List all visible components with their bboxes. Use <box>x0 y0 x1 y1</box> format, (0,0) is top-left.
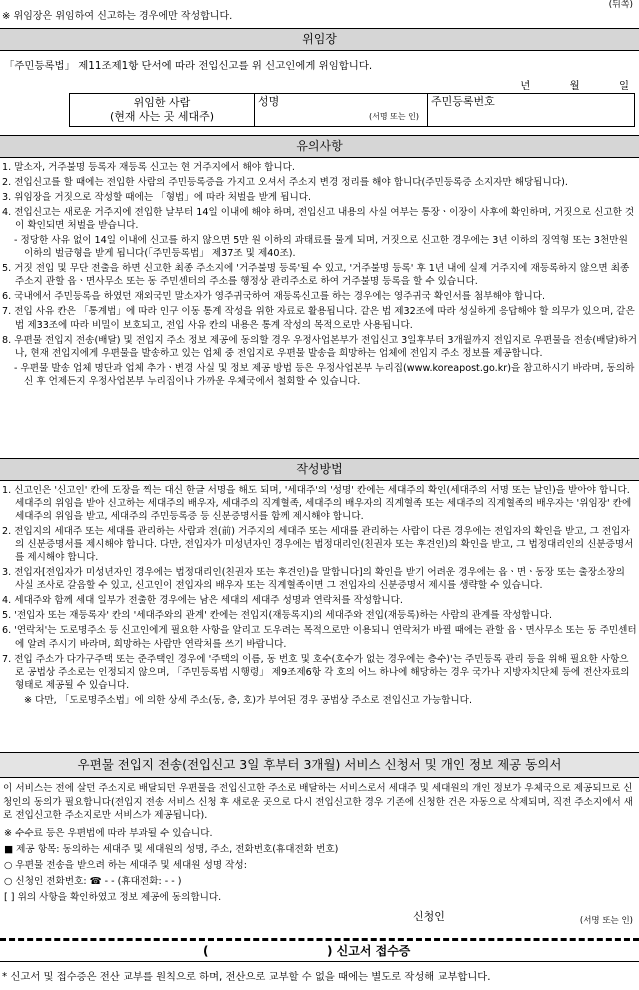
note-item: 4. 전입신고는 새로운 거주지에 전입한 날부터 14일 이내에 해야 하며, 전입신고 내용의 사실 여부는 통장ㆍ이장이 사후에 확인하며, 거짓으로 신고한 것이 확인되면 처벌을 받습니다. <box>2 207 635 232</box>
receipt-section <box>0 938 639 984</box>
delegation-table <box>69 93 635 127</box>
howto-item: 1. 신고인은 '신고인' 칸에 도장을 찍는 대신 한글 서명을 해도 되며, '세대주'의 '성명' 칸에는 세대주의 확인(세대주의 서명 또는 날인)을 받아야 합니다. 세대주의 위임을 받아 신고하는 세대주의 배우자, 세대주의 직계혈족, 세대주의 배우자의 직계혈족 또는 세대주의 직계혈족의 배우자는 '위임장' 칸에 세대주의 위임을 받고, 세대주의 주민등록증 등 신분증명서를 함께 제시해야 합니다. <box>2 485 632 523</box>
howto-item: 7. 전입 주소가 다가구주택 또는 준주택인 경우에 '주택의 이름, 동 번호 및 호수(호수가 없는 경우에는 층수)'는 주민등록 관리 등을 위해 필요한 사항으로 공법상 주소로는 인정되지 않으며, 「주민등록법 시행령」 제9조제6항 각 호의 어느 하나에 해당하는 경우 국가나 지방자치단체 등에 전산자료의 형태로 제공될 수 있습니다. <box>2 653 630 691</box>
note-item: 1. 말소자, 거주불명 등록자 재등록 신고는 현 거주지에서 해야 합니다. <box>2 162 295 173</box>
delegator-label <box>70 94 255 127</box>
note-item: 7. 전입 사유 칸은 「통계법」에 따라 인구 이동 통계 작성을 위한 자료로 활용됩니다. 같은 법 제32조에 따라 성실하게 응답해야 할 의무가 있으며, 같은 법 제33조에 따라 비밀이 보호되고, 전입 사유 칸의 내용은 통계 작성의 목적으로만 사용됩니다. <box>2 306 635 331</box>
note-item: 3. 위임장을 거짓으로 작성할 때에는 「형법」에 따라 처벌을 받게 됩니다. <box>2 192 312 204</box>
receipt-title-text: ) 신고서 접수증 <box>327 944 411 958</box>
consent-checkbox[interactable]: [ ] 위의 사항을 확인하였고 정보 제공에 동의합니다. <box>4 892 222 904</box>
receivers-field[interactable]: ○ 우편물 전송을 받으려 하는 세대주 및 세대원 성명 작성: <box>4 859 247 871</box>
howto-item: 2. 전입지의 세대주 또는 세대를 관리하는 사람과 전(前) 거주지의 세대주 또는 세대를 관리하는 사람이 다른 경우에는 전입자의 확인을 받고, 그 전입자의 신분증명서를 제시해야 합니다. 다만, 전입자가 미성년자인 경우에는 법정대리인(친권자 또는 후견인)의 확인을 받고, 그 법정대리인의 신분증명서를 제시해야 합니다. <box>2 526 634 564</box>
delegator-id-field[interactable] <box>428 94 635 127</box>
delegation-date <box>0 79 639 93</box>
delegation-note: ※ 위임장은 위임하여 신고하는 경우에만 작성합니다. <box>2 11 233 22</box>
howto-item: 3. 전입자[전입자가 미성년자인 경우에는 법정대리인(친권자 또는 후견인)을 말합니다]의 확인을 받기 어려운 경우에는 읍ㆍ면ㆍ동장 또는 출장소장의 사실 조사로 갈음할 수 있고, 신고인이 전입자의 배우자 또는 직계혈족이면 그 전입자의 신분증명서 제시를 생략할 수 있습니다. <box>2 567 625 592</box>
name-label: 성명 <box>258 95 280 109</box>
note-item: 5. 거짓 전입 및 무단 전출을 하면 신고한 최종 주소지에 '거주불명 등록'될 수 있고, '거주불명 등록' 후 1년 내에 실제 거주지에 재등록하지 않으면 최종 주소지 관할 읍ㆍ면사무소 또는 동 주민센터의 주소를 행정상 관리주소로 하여 거주불명 등록을 할 수 있습니다. <box>2 263 630 288</box>
receipt-divider <box>0 961 639 962</box>
delegation-section <box>0 28 639 127</box>
consent-intro: 이 서비스는 전에 살던 주소지로 배달되던 우편물을 전입신고한 주소로 배달하는 서비스로서 세대주 및 세대원의 개인 정보가 우체국으로 제공되므로 신청인의 동의가 필요합니다(전입지 전송 서비스 신청 후 새로운 곳으로 다시 전입신고한 경우 기존에 신청한 건은 자동으로 삭제되며, 직전 주소지에서 새로 전입신고한 주소지로만 서비스가 제공됩니다). <box>3 783 634 822</box>
howto-item: 5. '전입자 또는 재등록자' 칸의 '세대주와의 관계' 칸에는 전입지(재등록지)의 세대주와 전입(재등록)하는 사람의 관계를 작성합니다. <box>2 610 553 622</box>
delegation-text: 「주민등록법」 제11조제1항 단서에 따라 전입신고를 위 신고인에게 위임합니다. <box>4 60 373 72</box>
delegation-title: 위임장 <box>0 28 639 51</box>
applicant-sign-hint[interactable]: (서명 또는 인) <box>579 916 633 927</box>
phone-field[interactable]: ○ 신청인 전화번호: ☎ - - (휴대전화: - - ) <box>4 875 182 887</box>
fee-note: ※ 수수료 등은 우편법에 따라 부과될 수 있습니다. <box>4 827 213 839</box>
consent-section <box>0 752 639 929</box>
delegator-label-line2: (현재 사는 곳 세대주) <box>109 110 215 124</box>
howto-title: 작성방법 <box>0 458 639 481</box>
receipt-open-paren: ( <box>203 944 209 958</box>
note-subitem: - 우편물 발송 업체 명단과 업체 추가ㆍ변경 사실 및 정보 제공 방법 등은 우정사업본부 누리집(www.koreapost.go.kr)을 참고하시기 바라며, 동의하신 후 언제든지 우정사업본부 누리집이나 가까운 우체국에서 철회할 수 있습니다. <box>14 362 635 387</box>
id-label: 주민등록번호 <box>431 95 495 109</box>
consent-title: 우편물 전입지 전송(전입신고 3일 후부터 3개월) 서비스 신청서 및 개인 정보 제공 동의서 <box>0 752 639 778</box>
receipt-note: * 신고서 및 접수증은 전산 교부를 원칙으로 하며, 전산으로 교부할 수 없을 때에는 별도로 작성해 교부합니다. <box>2 971 491 983</box>
delegator-name-field[interactable] <box>255 94 428 127</box>
applicant-label: 신청인 <box>413 910 445 924</box>
notes-title: 유의사항 <box>0 135 639 158</box>
notes-list <box>0 161 639 388</box>
provided-items: ■ 제공 항목: 동의하는 세대주 및 세대원의 성명, 주소, 전화번호(휴대전화 번호) <box>4 843 339 855</box>
note-subitem: - 정당한 사유 없이 14일 이내에 신고를 하지 않으면 5만 원 이하의 과태료를 물게 되며, 거짓으로 신고한 경우에는 3년 이하의 징역형 또는 3천만원 이하의 벌금형을 받게 됩니다(「주민등록법」 제37조 및 제40조). <box>14 235 628 260</box>
receipt-title <box>0 941 639 961</box>
howto-list <box>0 484 639 707</box>
howto-item: 6. '연락처'는 도로명주소 등 신고인에게 필요한 사항을 알리고 도우려는 목적으로만 이용되니 연락처가 바뀔 때에는 관할 읍ㆍ면사무소 또는 동 주민센터에 알려 주시기 바라며, 희망하는 사람만 연락처를 쓰기 바랍니다. <box>2 625 637 650</box>
howto-item: 4. 세대주와 함께 세대 일부가 전출한 경우에는 남은 세대의 세대주 성명과 연락처를 작성합니다. <box>2 595 403 607</box>
howto-section <box>0 458 639 708</box>
note-item: 2. 전입신고를 할 때에는 전입한 사람의 주민등록증을 가지고 오셔서 주소지 변경 정리를 해야 합니다(주민등록증 소지자만 해당됩니다). <box>2 177 568 189</box>
note-item: 6. 국내에서 주민등록을 하였던 재외국민 말소자가 영주귀국하여 재등록신고를 하는 경우에는 영주귀국 확인서를 첨부해야 합니다. <box>2 291 546 303</box>
date-year: 년 <box>520 80 531 93</box>
sign-hint: (서명 또는 인) <box>369 112 419 122</box>
howto-note: ※ 다만, 「도로명주소법」에 의한 상세 주소(동, 층, 호)가 부여된 경우 공법상 주소로 전입신고 가능합니다. <box>24 694 472 706</box>
applicant-row <box>0 907 639 929</box>
delegator-label-line1: 위임한 사람 <box>133 95 191 109</box>
note-item: 8. 우편물 전입지 전송(배달) 및 전입지 주소 정보 제공에 동의할 경우 우정사업본부가 전입신고 3일후부터 3개월까지 전입지로 우편물을 전송(배달)하거나, 현재 전입지에게 우편물을 발송하고 있는 업체 중 전입지로 우편물 발송을 희망하는 업체에 전입지 주소 정보를 제공합니다. <box>2 334 637 359</box>
back-side-label: (뒤쪽) <box>608 0 633 10</box>
date-month: 월 <box>569 80 580 93</box>
date-day: 일 <box>618 80 629 93</box>
notes-section <box>0 135 639 390</box>
